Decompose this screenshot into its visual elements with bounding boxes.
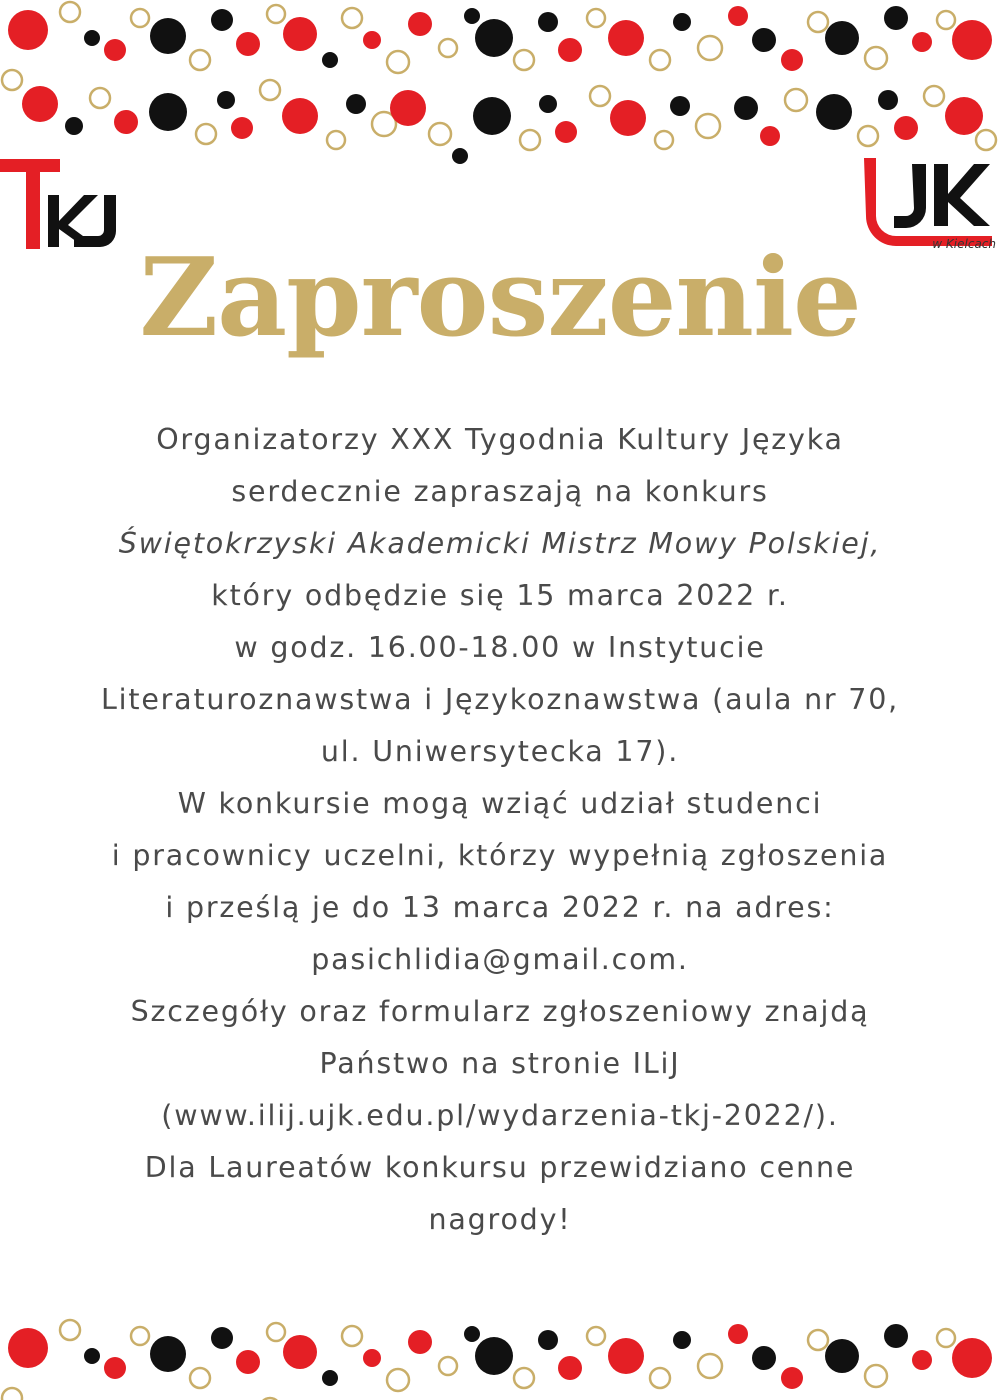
gold-ring (2, 70, 22, 90)
red-dot (231, 117, 253, 139)
black-dot (322, 52, 338, 68)
black-dot (150, 18, 186, 54)
gold-ring (190, 1368, 210, 1388)
contest-name: Świętokrzyski Akademicki Mistrz Mowy Polskiej, (118, 527, 882, 560)
invitation-title: Zaproszenie (139, 235, 861, 361)
body-line: który odbędzie się 15 marca 2022 r. (211, 579, 789, 612)
red-dot (952, 20, 992, 60)
red-dot (22, 86, 58, 122)
gold-ring (327, 131, 345, 149)
gold-ring (387, 51, 409, 73)
black-dot (84, 1348, 100, 1364)
red-dot (104, 1357, 126, 1379)
red-dot (558, 1356, 582, 1380)
black-dot (539, 95, 557, 113)
red-dot (8, 1328, 48, 1368)
red-dot (952, 1338, 992, 1378)
black-dot (878, 90, 898, 110)
gold-ring (267, 1323, 285, 1341)
black-dot (734, 96, 758, 120)
gold-ring (698, 1354, 722, 1378)
red-dot (8, 10, 48, 50)
gold-ring (587, 1327, 605, 1345)
black-dot (670, 96, 690, 116)
ujk-logo-text: UJK (856, 150, 858, 151)
red-dot (608, 1338, 644, 1374)
black-dot (217, 91, 235, 109)
gold-ring (90, 88, 110, 108)
black-dot (752, 28, 776, 52)
black-dot (473, 97, 511, 135)
red-dot (945, 97, 983, 135)
red-dot (781, 1367, 803, 1389)
red-dot (236, 32, 260, 56)
body-line: Państwo na stronie ILiJ (319, 1047, 681, 1080)
red-dot (236, 1350, 260, 1374)
decorative-dots-top (0, 0, 1000, 170)
gold-ring (698, 36, 722, 60)
black-dot (149, 93, 187, 131)
website-url: (www.ilij.ujk.edu.pl/wydarzenia-tkj-2022/). (161, 1099, 839, 1132)
red-dot (282, 98, 318, 134)
body-line: i prześlą je do 13 marca 2022 r. na adres: (165, 891, 835, 924)
black-dot (538, 1330, 558, 1350)
gold-ring (808, 1330, 828, 1350)
black-dot (884, 1324, 908, 1348)
red-dot (408, 12, 432, 36)
red-dot (104, 39, 126, 61)
gold-ring (937, 11, 955, 29)
invitation-body (0, 414, 1000, 1246)
gold-ring (131, 9, 149, 27)
gold-ring (976, 130, 996, 150)
gold-ring (514, 1368, 534, 1388)
gold-ring (937, 1329, 955, 1347)
red-dot (363, 1349, 381, 1367)
gold-ring (514, 50, 534, 70)
black-dot (211, 9, 233, 31)
red-dot (760, 126, 780, 146)
gold-ring (650, 50, 670, 70)
black-dot (673, 13, 691, 31)
gold-ring (260, 80, 280, 100)
gold-ring (439, 1357, 457, 1375)
red-dot (408, 1330, 432, 1354)
black-dot (452, 148, 468, 164)
decorative-dots-bottom (0, 1312, 1000, 1400)
gold-ring (2, 1388, 22, 1400)
gold-ring (131, 1327, 149, 1345)
red-dot (610, 100, 646, 136)
body-line: serdecznie zapraszają na konkurs (231, 475, 769, 508)
black-dot (84, 30, 100, 46)
gold-ring (650, 1368, 670, 1388)
gold-ring (865, 1365, 887, 1387)
red-dot (912, 32, 932, 52)
red-dot (390, 90, 426, 126)
ujk-logo-subtitle: w Kielcach (932, 237, 996, 251)
gold-ring (342, 1326, 362, 1346)
black-dot (673, 1331, 691, 1349)
gold-ring (387, 1369, 409, 1391)
black-dot (475, 1337, 513, 1375)
black-dot (464, 8, 480, 24)
black-dot (825, 1339, 859, 1373)
black-dot (816, 94, 852, 130)
black-dot (346, 94, 366, 114)
gold-ring (439, 39, 457, 57)
black-dot (825, 21, 859, 55)
red-dot (283, 17, 317, 51)
body-line: Literaturoznawstwa i Językoznawstwa (aula nr 70, (100, 683, 900, 716)
black-dot (65, 117, 83, 135)
gold-ring (696, 114, 720, 138)
gold-ring (808, 12, 828, 32)
body-line: i pracownicy uczelni, którzy wypełnią zgłoszenia (111, 839, 889, 872)
gold-ring (655, 131, 673, 149)
body-line: Szczegóły oraz formularz zgłoszeniowy znajdą (130, 995, 870, 1028)
gold-ring (858, 126, 878, 146)
gold-ring (587, 9, 605, 27)
body-line: nagrody! (428, 1203, 572, 1236)
black-dot (538, 12, 558, 32)
gold-ring (342, 8, 362, 28)
gold-ring (60, 2, 80, 22)
body-line: Organizatorzy XXX Tygodnia Kultury Języka (156, 423, 844, 456)
red-dot (894, 116, 918, 140)
red-dot (558, 38, 582, 62)
red-dot (555, 121, 577, 143)
black-dot (211, 1327, 233, 1349)
gold-ring (267, 5, 285, 23)
red-dot (114, 110, 138, 134)
body-line: W konkursie mogą wziąć udział studenci (177, 787, 823, 820)
red-dot (728, 6, 748, 26)
gold-ring (590, 86, 610, 106)
body-line: ul. Uniwersytecka 17). (320, 735, 680, 768)
gold-ring (865, 47, 887, 69)
email-address: pasichlidia@gmail.com. (311, 943, 689, 976)
gold-ring (196, 124, 216, 144)
gold-ring (924, 86, 944, 106)
body-line: w godz. 16.00-18.00 w Instytucie (234, 631, 766, 664)
black-dot (322, 1370, 338, 1386)
red-dot (781, 49, 803, 71)
gold-ring (785, 89, 807, 111)
black-dot (752, 1346, 776, 1370)
red-dot (283, 1335, 317, 1369)
gold-ring (520, 130, 540, 150)
red-dot (912, 1350, 932, 1370)
black-dot (464, 1326, 480, 1342)
black-dot (475, 19, 513, 57)
gold-ring (60, 1320, 80, 1340)
red-dot (728, 1324, 748, 1344)
body-line: Dla Laureatów konkursu przewidziano cenne (144, 1151, 856, 1184)
tkj-logo-text: TKJ (0, 155, 2, 156)
black-dot (150, 1336, 186, 1372)
gold-ring (190, 50, 210, 70)
red-dot (363, 31, 381, 49)
black-dot (884, 6, 908, 30)
gold-ring (429, 123, 451, 145)
red-dot (608, 20, 644, 56)
